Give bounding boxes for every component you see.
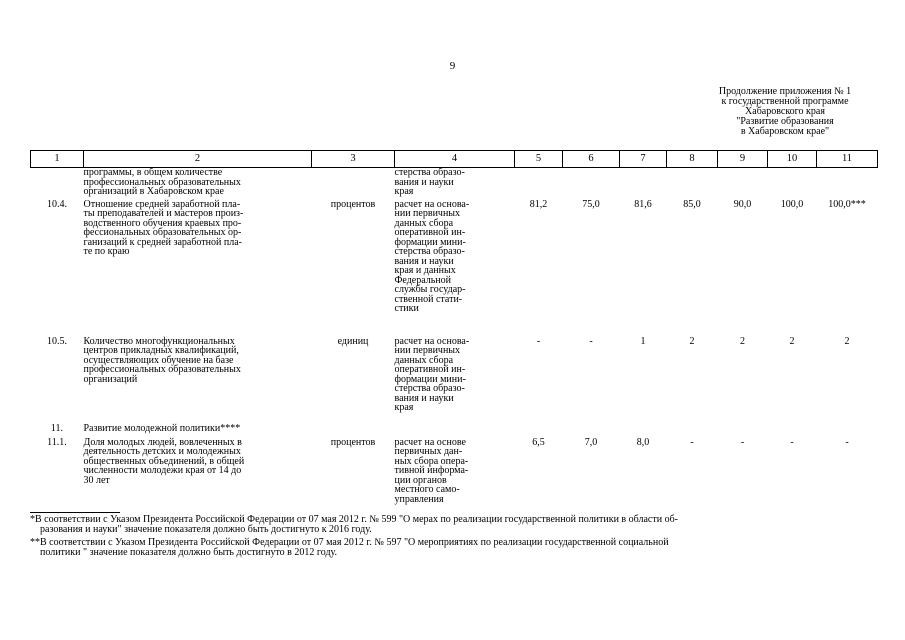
column-header: 11 — [817, 151, 878, 168]
table-row — [31, 168, 878, 200]
table-row — [31, 438, 878, 508]
footnote — [30, 515, 877, 535]
value-col8 — [667, 168, 718, 200]
appendix-note-line: Продолжение приложения № 1 — [718, 86, 852, 97]
column-header: 5 — [515, 151, 563, 168]
indicator-name: программы, в общем количестве профессиональных образовательных организаций в Хабаровском крае — [83, 167, 241, 197]
column-header: 2 — [84, 151, 312, 168]
value-col5: - — [536, 335, 541, 347]
footnote-line: *В соответствии с Указом Президента Российской Федерации от 07 мая 2012 г. № 599 "О мерах по реализации государственной политики в области об- — [30, 514, 679, 525]
value-col8: 85,0 — [683, 198, 701, 210]
value-col9 — [718, 424, 768, 438]
row-number: 10.5. — [47, 335, 67, 347]
value-col10: - — [790, 436, 794, 448]
value-col7: 1 — [640, 335, 646, 347]
unit — [312, 168, 395, 200]
footnote-line: **В соответствии с Указом Президента Российской Федерации от 07 мая 2012 г. № 597 "О мероприятиях по реализации государственной социальной — [30, 537, 669, 548]
column-header: 10 — [768, 151, 817, 168]
indicator-name: Доля молодых людей, вовлеченных в деятельность детских и молодежных общественных объединений, в общей численности молодежи края от 14 до 30 лет — [83, 436, 245, 486]
value-col10 — [768, 168, 817, 200]
column-header: 9 — [718, 151, 768, 168]
value-col10: 2 — [789, 335, 795, 347]
value-col11: 2 — [844, 335, 850, 347]
appendix-note-line: в Хабаровском крае" — [740, 126, 830, 137]
unit: процентов — [330, 198, 376, 210]
row-number: 11.1. — [47, 436, 67, 448]
appendix-note-line: к государственной программе — [721, 96, 849, 107]
data-source: расчет на основа- нии первичных данных сбора оперативной ин- формации мини- стерства образо- вания и науки края — [394, 335, 470, 413]
row-number: 10.4. — [47, 198, 67, 210]
table-row — [31, 337, 878, 424]
value-col9: 90,0 — [733, 198, 752, 210]
value-col9: - — [740, 436, 745, 448]
value-col6: 75,0 — [582, 198, 600, 210]
value-col7: 8,0 — [636, 436, 650, 448]
footnote — [30, 538, 877, 558]
value-col8: - — [690, 436, 694, 448]
indicator-name: Количество многофункциональных центров прикладных квалификаций, осуществляющих обучение на базе профессиональных образовательных организаций — [83, 335, 241, 385]
indicator-name: Отношение средней заработной пла- ты преподавателей и мастеров произ- водственного обучения краевых про- фессиональных образовательных ор- ганизаций к средней заработной пла- те по краю — [83, 198, 244, 257]
column-header: 1 — [31, 151, 84, 168]
column-header: 4 — [395, 151, 515, 168]
indicator-table — [30, 150, 878, 508]
table-row — [31, 200, 878, 337]
value-col6: 7,0 — [584, 436, 598, 448]
indicator-name: Развитие молодежной политики**** — [83, 422, 241, 434]
data-source: расчет на основе первичных дан- ных сбора опера- тивной информа- ции органов местного само- управления — [394, 436, 469, 505]
footnote-line: политики " значение показателя должно быть достигнуто в 2012 году. — [40, 547, 338, 558]
value-col7: 81,6 — [634, 198, 652, 210]
value-col6 — [563, 168, 620, 200]
appendix-note-line: Хабаровского края — [745, 106, 825, 117]
table-row — [31, 424, 878, 438]
footnotes — [30, 512, 877, 561]
value-col8: 2 — [689, 335, 695, 347]
column-header: 6 — [563, 151, 620, 168]
value-col11 — [817, 424, 878, 438]
value-col10 — [768, 424, 817, 438]
value-col9 — [718, 168, 768, 200]
value-col6: - — [589, 335, 593, 347]
footnote-separator — [30, 512, 120, 513]
appendix-note-line: "Развитие образования — [736, 116, 834, 127]
value-col11: 100,0*** — [828, 198, 866, 210]
value-col6 — [563, 424, 620, 438]
footnote-line: разования и науки" значение показателя должно быть достигнуто к 2016 году. — [40, 524, 372, 535]
value-col10: 100,0 — [780, 198, 804, 210]
column-header: 7 — [620, 151, 667, 168]
row-number: 11. — [50, 422, 64, 434]
value-col8 — [667, 424, 718, 438]
table-header-row — [31, 151, 878, 168]
column-header: 3 — [312, 151, 395, 168]
value-col5 — [515, 168, 563, 200]
data-source: расчет на основа- нии первичных данных сбора оперативной ин- формации мини- стерства образо- вания и науки края и данных Федеральной службы государ- ственной стати- стики — [394, 198, 470, 314]
row-number — [31, 168, 84, 200]
page-number: 9 — [449, 60, 456, 72]
column-header: 8 — [667, 151, 718, 168]
value-col5 — [515, 424, 563, 438]
value-col9: 2 — [740, 335, 745, 347]
unit: единиц — [337, 335, 369, 347]
value-col5: 6,5 — [532, 436, 545, 448]
data-source: стерства образо- вания и науки края — [394, 167, 465, 197]
appendix-note — [690, 87, 880, 137]
value-col7 — [620, 168, 667, 200]
value-col7 — [620, 424, 667, 438]
value-col11: - — [845, 436, 849, 448]
value-col11 — [817, 168, 878, 200]
unit — [312, 424, 395, 438]
value-col5: 81,2 — [529, 198, 548, 210]
data-source — [395, 424, 515, 438]
unit: процентов — [330, 436, 376, 448]
